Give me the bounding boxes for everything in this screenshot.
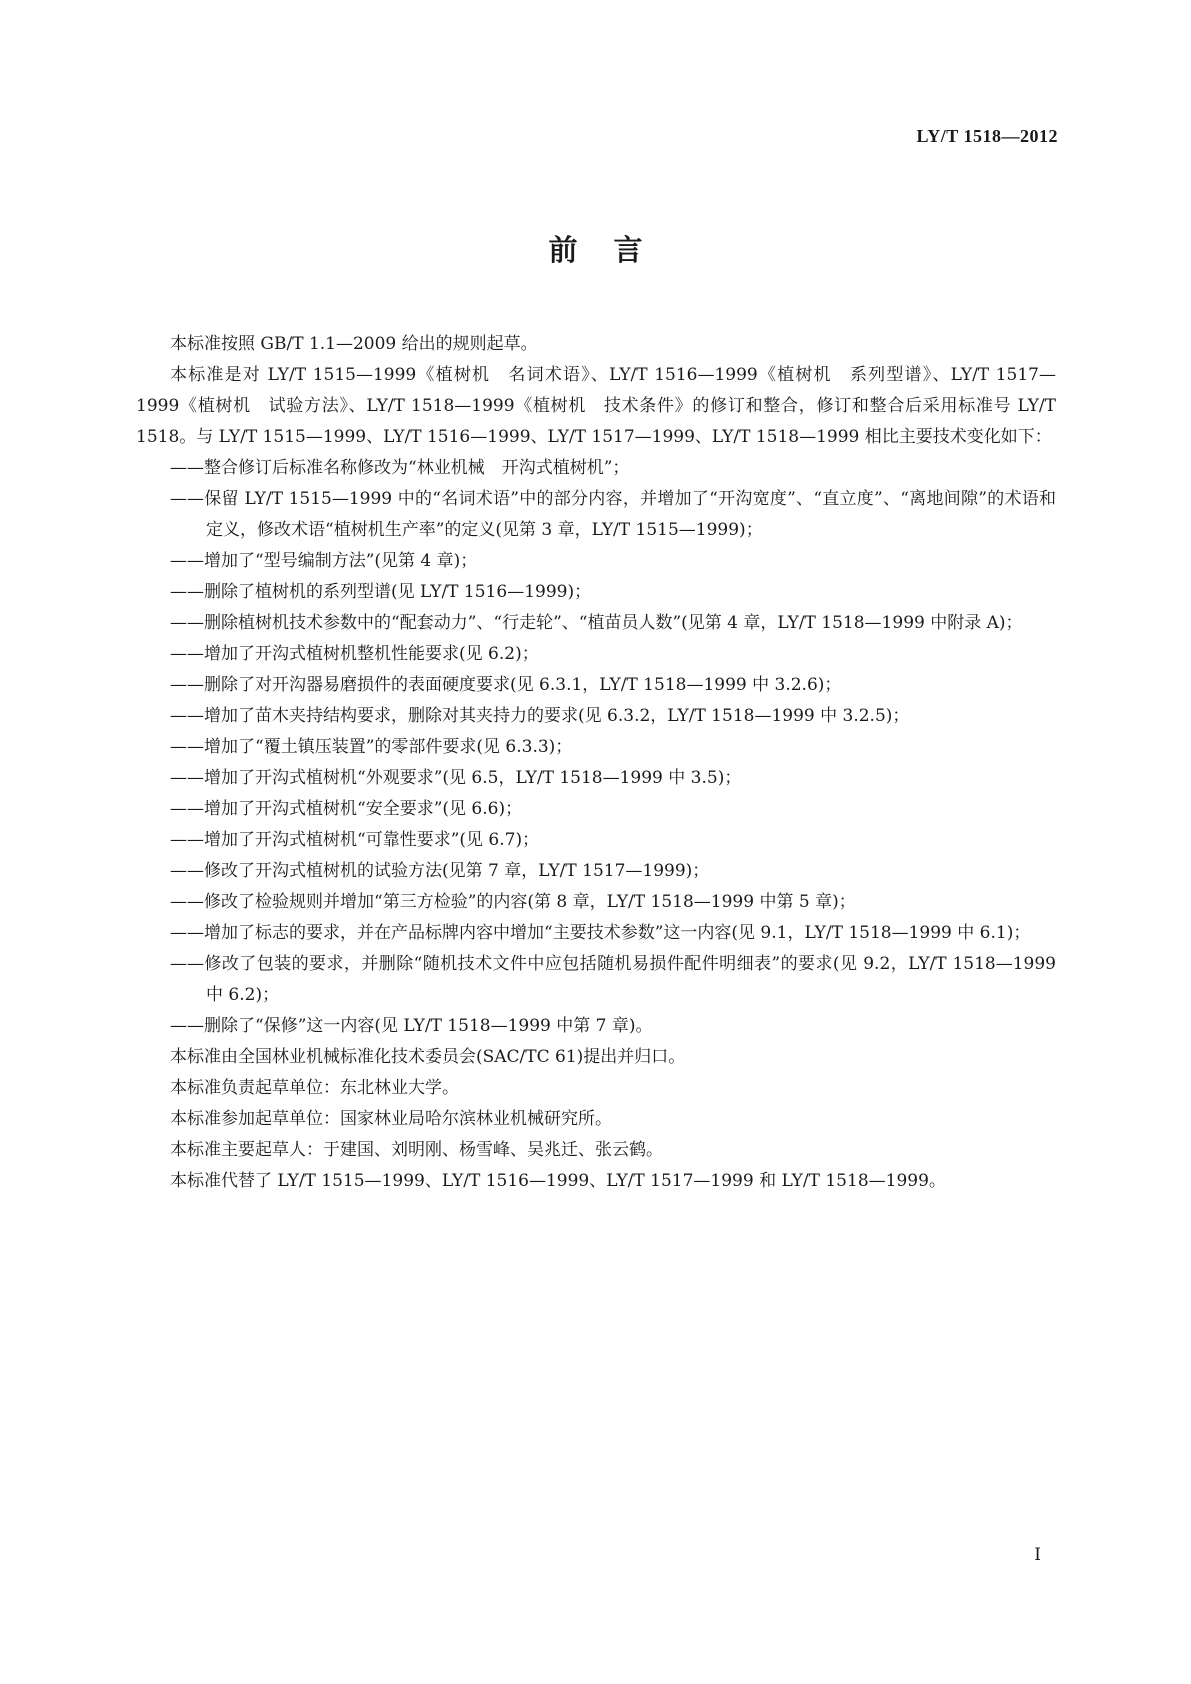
paragraph-main-drafters: 本标准主要起草人：于建国、刘明刚、杨雪峰、吴兆迁、张云鹤。 [170, 1140, 663, 1160]
paragraph-responsible-drafter: 本标准负责起草单位：东北林业大学。 [170, 1078, 459, 1098]
list-item: ——增加了开沟式植树机“可靠性要求”(见 6.7)； [170, 830, 540, 850]
paragraph-proposer: 本标准由全国林业机械标准化技术委员会(SAC/TC 61)提出并归口。 [170, 1047, 686, 1067]
list-item: ——增加了苗木夹持结构要求，删除对其夹持力的要求(见 6.3.2，LY/T 1518—1999 中 3.2.5)； [170, 706, 910, 726]
standard-code: LY/T 1518—2012 [916, 126, 1058, 146]
list-item: ——增加了“型号编制方法”(见第 4 章)； [170, 551, 478, 571]
list-item: ——修改了开沟式植树机的试验方法(见第 7 章，LY/T 1517—1999)； [170, 861, 710, 881]
list-item: ——增加了开沟式植树机“安全要求”(见 6.6)； [170, 799, 523, 819]
list-item: ——增加了开沟式植树机“外观要求”(见 6.5，LY/T 1518—1999 中 3.5)； [170, 768, 742, 788]
document-body [136, 329, 1056, 1197]
list-item: ——增加了开沟式植树机整机性能要求(见 6.2)； [170, 644, 539, 664]
paragraph-drafting-rule: 本标准按照 GB/T 1.1—2009 给出的规则起草。 [170, 334, 538, 354]
list-item: ——删除了“保修”这一内容(见 LY/T 1518—1999 中第 7 章)。 [170, 1016, 653, 1036]
paragraph-participating-drafter: 本标准参加起草单位：国家林业局哈尔滨林业机械研究所。 [170, 1109, 612, 1129]
changes-list [136, 453, 1056, 1042]
list-item: ——增加了“覆土镇压装置”的零部件要求(见 6.3.3)； [170, 737, 573, 757]
list-item: ——删除植树机技术参数中的“配套动力”、“行走轮”、“植苗员人数”(见第 4 章，LY/T 1518—1999 中附录 A)； [170, 613, 1023, 633]
paragraph-revision-summary: 本标准是对 LY/T 1515—1999《植树机 名词术语》、LY/T 1516—1999《植树机 系列型谱》、LY/T 1517—1999《植树机 试验方法》、LY/T 1518—1999《植树机 技术条件》的修订和整合，修订和整合后采用标准号 LY/T 1518。与 LY/T 1515—1999、LY/T 1516—1999、LY/T 1517—1999、LY/T 1518—1999 相比主要技术变化如下： [136, 365, 1056, 447]
list-item: ——删除了植树机的系列型谱(见 LY/T 1516—1999)； [170, 582, 592, 602]
page-title: 前言 [548, 233, 679, 267]
paragraph-replaces: 本标准代替了 LY/T 1515—1999、LY/T 1516—1999、LY/T 1517—1999 和 LY/T 1518—1999。 [170, 1171, 946, 1191]
list-item: ——整合修订后标准名称修改为“林业机械 开沟式植树机”； [170, 458, 630, 478]
list-item: ——修改了检验规则并增加“第三方检验”的内容(第 8 章，LY/T 1518—1999 中第 5 章)； [170, 892, 856, 912]
list-item: ——修改了包装的要求，并删除“随机技术文件中应包括随机易损件配件明细表”的要求(见 9.2，LY/T 1518—1999 中 6.2)； [170, 954, 1056, 1005]
page-number: I [1034, 1545, 1041, 1565]
list-item: ——删除了对开沟器易磨损件的表面硬度要求(见 6.3.1，LY/T 1518—1999 中 3.2.6)； [170, 675, 842, 695]
list-item: ——保留 LY/T 1515—1999 中的“名词术语”中的部分内容，并增加了“开沟宽度”、“直立度”、“离地间隙”的术语和定义，修改术语“植树机生产率”的定义(见第 3 章，LY/T 1515—1999)； [170, 489, 1056, 540]
list-item: ——增加了标志的要求，并在产品标牌内容中增加“主要技术参数”这一内容(见 9.1，LY/T 1518—1999 中 6.1)； [170, 923, 1031, 943]
